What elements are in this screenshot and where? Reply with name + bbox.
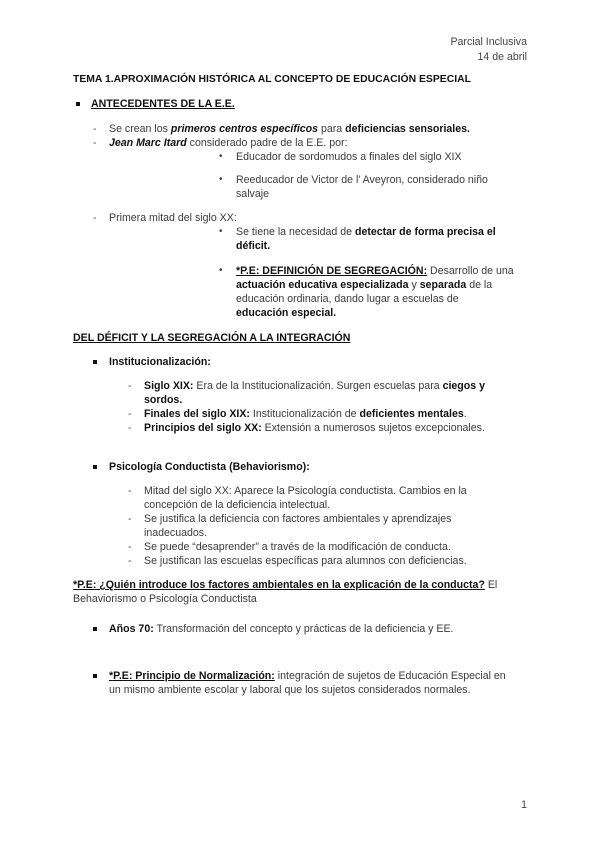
square-bullet-icon bbox=[93, 360, 97, 364]
list-item: Principios del siglo XX: Extensión a numerosos sujetos excepcionales. bbox=[144, 422, 485, 434]
page-header bbox=[450, 35, 527, 64]
normalizacion-item: *P.E: Principio de Normalización: integración de sujetos de Educación Especial en un mismo ambiente escolar y laboral que los sujetos considerados normales. bbox=[109, 670, 506, 696]
section-heading-antecedentes: ANTECEDENTES DE LA E.E. bbox=[91, 98, 235, 110]
list-item: Finales del siglo XIX: Institucionalización de deficientes mentales. bbox=[144, 408, 467, 420]
list-item: Siglo XIX: Era de la Institucionalización. Surgen escuelas para ciegos y sordos. bbox=[144, 380, 485, 406]
anos70-item: Años 70: Transformación del concepto y prácticas de la deficiencia y EE. bbox=[109, 623, 454, 635]
square-bullet-icon bbox=[93, 627, 97, 631]
dash-bullet-icon: - bbox=[128, 422, 132, 434]
list-item: Mitad del siglo XX: Aparece la Psicología conductista. Cambios en la concepción de la deficiencia intelectual. bbox=[144, 485, 467, 511]
square-bullet-icon bbox=[76, 102, 80, 106]
dash-bullet-icon: - bbox=[128, 408, 132, 420]
square-bullet-icon bbox=[93, 674, 97, 678]
sub-list-item: Educador de sordomudos a finales del siglo XIX bbox=[236, 151, 462, 163]
section-heading-integracion: DEL DÉFICIT Y LA SEGREGACIÓN A LA INTEGRACIÓN bbox=[73, 332, 351, 344]
dot-bullet-icon: • bbox=[219, 151, 223, 162]
square-bullet-icon bbox=[93, 465, 97, 469]
pe-question: *P.E: ¿Quién introduce los factores ambientales en la explicación de la conducta? El Behaviorismo o Psicología Conductista bbox=[73, 579, 498, 605]
list-item: Se puede “desaprender” a través de la modificación de conducta. bbox=[144, 541, 451, 553]
list-item: Se justifican las escuelas específicas para alumnos con deficiencias. bbox=[144, 555, 467, 567]
list-item: Se crean los primeros centros específicos para deficiencias sensoriales. bbox=[109, 123, 470, 135]
dash-bullet-icon: - bbox=[93, 212, 97, 224]
list-item: Primera mitad del siglo XX: bbox=[109, 212, 237, 224]
dash-bullet-icon: - bbox=[128, 380, 132, 392]
document-title: TEMA 1.APROXIMACIÓN HISTÓRICA AL CONCEPTO DE EDUCACIÓN ESPECIAL bbox=[73, 74, 471, 85]
subsection-heading-psicologia: Psicología Conductista (Behaviorismo): bbox=[109, 461, 310, 473]
dash-bullet-icon: - bbox=[128, 513, 132, 525]
dash-bullet-icon: - bbox=[128, 541, 132, 553]
list-item: Jean Marc Itard considerado padre de la E.E. por: bbox=[109, 137, 348, 149]
dash-bullet-icon: - bbox=[128, 485, 132, 497]
subject-label: Parcial Inclusiva bbox=[450, 36, 527, 48]
dash-bullet-icon: - bbox=[93, 137, 97, 149]
dot-bullet-icon: • bbox=[219, 174, 223, 185]
page-number: 1 bbox=[521, 799, 527, 811]
sub-list-item-segregacion: *P.E: DEFINICIÓN DE SEGREGACIÓN: Desarrollo de una actuación educativa especializada y separada de la educación ordinaria, dando lugar a escuelas de educación especial. bbox=[236, 265, 514, 319]
dot-bullet-icon: • bbox=[219, 226, 223, 237]
subsection-heading-institucionalizacion: Institucionalización: bbox=[109, 356, 211, 368]
dash-bullet-icon: - bbox=[128, 555, 132, 567]
sub-list-item: Reeducador de Victor de l' Aveyron, considerado niño salvaje bbox=[236, 174, 488, 200]
list-item: Se justifica la deficiencia con factores ambientales y aprendizajes inadecuados. bbox=[144, 513, 452, 539]
dot-bullet-icon: • bbox=[219, 265, 223, 276]
date-label: 14 de abril bbox=[477, 50, 527, 63]
sub-list-item: Se tiene la necesidad de detectar de forma precisa el déficit. bbox=[236, 226, 496, 252]
dash-bullet-icon: - bbox=[93, 123, 97, 135]
